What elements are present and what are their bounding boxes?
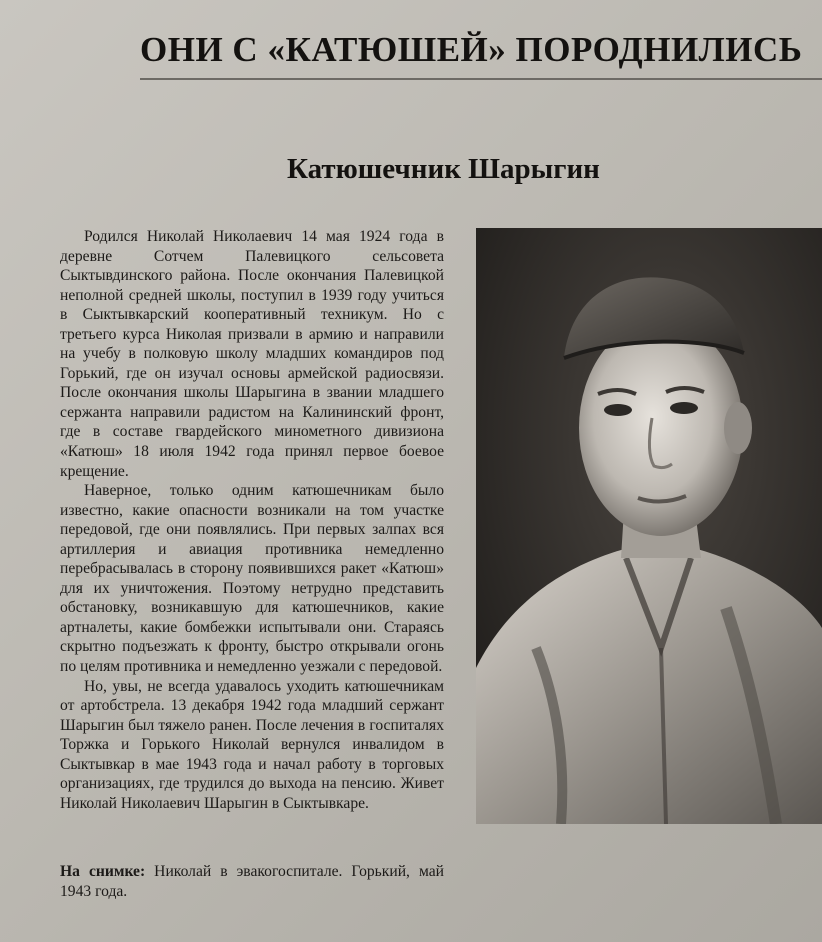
caption-text: Николай в эвакогоспитале. Горький, май 1943 года. bbox=[60, 863, 444, 900]
paragraph-3: Но, увы, не всегда удавалось уходить катюшечникам от артобстрела. 13 декабря 1942 года младший сержант Шарыгин был тяжело ранен. После лечения в госпиталях Торжка и Горького Николай вернулся инвалидом в Сыктывкар в мае 1943 года и начал работу в торговых организациях, где трудился до выхода на пенсию. Живет Николай Николаевич Шарыгин в Сыктывкаре. bbox=[60, 677, 444, 812]
portrait-photo bbox=[476, 228, 822, 824]
article-title: Катюшечник Шарыгин bbox=[287, 153, 600, 185]
caption-label: На снимке: bbox=[60, 863, 146, 880]
header-rule bbox=[140, 78, 822, 80]
paragraph-2: Наверное, только одним катюшечникам было известно, какие опасности возникали на том участке передовой, где они появлялись. При первых залпах вся артиллерия и авиация противника немедленно перебрасывалась в сторону появившихся ракет «Катюш» для их уничтожения. Поэтому нетрудно представить обстановку, возникавшую для катюшечников, какие артналеты, какие бомбежки испытывали они. Стараясь скрытно подъезжать к фронту, быстро открывали огонь по целям противника и немедленно уезжали с передовой. bbox=[60, 482, 444, 676]
photo-caption bbox=[60, 862, 444, 901]
article-body bbox=[60, 227, 444, 813]
paragraph-1: Родился Николай Николаевич 14 мая 1924 года в деревне Сотчем Палевицкого сельсовета Сыктывдинского района. После окончания Палевицкой неполной средней школы, поступил в 1939 году учиться в Сыктывкарский кооперативный техникум. Но с третьего курса Николая призвали в армию и направили на учебу в полковую школу младших командиров под Горький, где он изучал основы армейской радиосвязи. После окончания школы Шарыгина в звании младшего сержанта направили радистом на Калининский фронт, где в составе гвардейского минометного дивизиона «Катюш» 18 июля 1942 года принял первое боевое крещение. bbox=[60, 228, 444, 480]
portrait-image bbox=[476, 228, 822, 824]
running-header: ОНИ С «КАТЮШЕЙ» ПОРОДНИЛИСЬ bbox=[140, 30, 803, 69]
